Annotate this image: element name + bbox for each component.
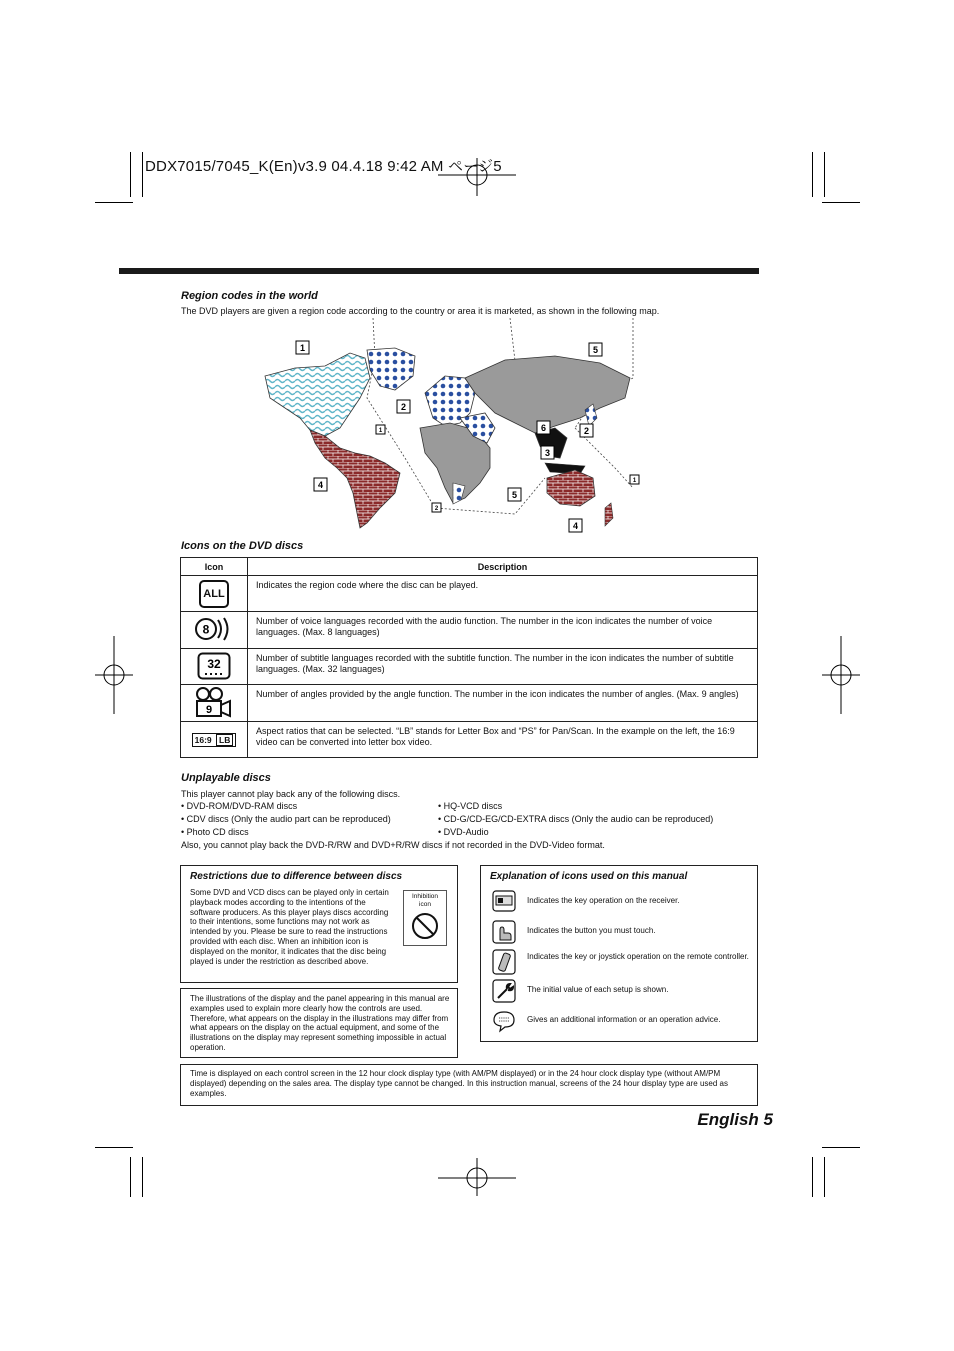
unplayable-also: Also, you cannot play back the DVD-R/RW and DVD+R/RW discs if not recorded in the DVD-Video format. [181, 840, 605, 850]
map-label: 5 [592, 345, 599, 355]
crop-mark [812, 152, 813, 197]
inhibition-icon [408, 911, 442, 941]
map-label: 2 [434, 506, 439, 512]
list-item: • CDV discs (Only the audio part can be reproduced) [181, 814, 391, 824]
list-item: • CD-G/CD-EG/CD-EXTRA discs (Only the audio can be reproduced) [438, 814, 714, 824]
region-map [255, 318, 650, 540]
crop-mark [142, 1157, 143, 1197]
col-desc-header: Description [248, 558, 758, 576]
crop-mark [130, 1157, 131, 1197]
angles-icon [194, 686, 234, 718]
top-rule [119, 268, 759, 274]
greenland [367, 348, 415, 390]
icon-desc: Number of voice languages recorded with the audio function. The number in the icon indicates the number of voice languages. (Max. 8 languages) [248, 612, 758, 649]
map-label: 1 [378, 428, 383, 434]
list-item: • Photo CD discs [181, 827, 249, 837]
new-zealand [605, 503, 613, 526]
crop-mark [824, 152, 825, 197]
crop-mark [142, 152, 143, 197]
page-number: English 5 [697, 1110, 773, 1129]
col-icon-header: Icon [181, 558, 248, 576]
map-label: 6 [540, 423, 547, 433]
explanation-item-text: Indicates the button you must touch. [527, 926, 656, 935]
explanation-item-text: Indicates the key operation on the receiver. [527, 896, 680, 905]
registration-mark [438, 1158, 516, 1196]
region-title: Region codes in the world [181, 290, 318, 302]
receiver-key-icon [492, 890, 516, 912]
map-label: 2 [583, 426, 590, 436]
time-note-box [180, 1064, 758, 1106]
crop-mark [822, 202, 860, 203]
table-row [181, 649, 758, 685]
list-item: • DVD-Audio [438, 827, 489, 837]
explanation-title: Explanation of icons used on this manual [490, 871, 688, 882]
crop-mark [95, 202, 133, 203]
voice-languages-icon [193, 616, 235, 642]
inhibition-label: Inhibition icon [411, 893, 439, 908]
restrictions-title: Restrictions due to difference between discs [190, 871, 403, 882]
explanation-item-text: Indicates the key or joystick operation on the remote controller. [527, 952, 749, 961]
explanation-item-text: Gives an additional information or an operation advice. [527, 1015, 721, 1024]
list-item: • HQ-VCD discs [438, 801, 503, 811]
remote-controller-icon [492, 949, 516, 975]
restrictions-box [180, 865, 458, 983]
north-america [265, 353, 370, 436]
advice-bubble-icon [492, 1009, 516, 1033]
map-label: 1 [632, 478, 637, 484]
illustrations-box [180, 988, 458, 1058]
svg-text:8: 8 [202, 622, 210, 637]
crop-mark [95, 1147, 133, 1148]
unplayable-intro: This player cannot play back any of the following discs. [181, 789, 401, 799]
registration-mark [95, 636, 133, 714]
registration-mark [822, 636, 860, 714]
time-note-text: Time is displayed on each control screen in the 12 hour clock display type (with AM/PM displayed) or in the 24 hour clock display type (without AM/PM displayed) depending on the sales area. The display type cannot be changed. In this instruction manual, screens of the 24 hour display type are used as examples. [190, 1069, 728, 1098]
subtitle-languages-icon [197, 652, 231, 680]
explanation-item-text: The initial value of each setup is shown. [527, 985, 669, 994]
icons-title: Icons on the DVD discs [181, 540, 304, 552]
unplayable-title: Unplayable discs [181, 772, 271, 784]
svg-text:9: 9 [205, 704, 213, 716]
wrench-icon [492, 979, 516, 1003]
australia [547, 470, 595, 506]
crop-mark [824, 1157, 825, 1197]
crop-mark [130, 152, 131, 197]
inhibition-callout [403, 890, 447, 946]
aspect-ratio-icon: 16:9 LB [192, 733, 237, 747]
restrictions-text: Some DVD and VCD discs can be played only in certain playback modes according to the intentions of the software producers. As this player plays discs according to their intentions, some functions may not work as intended by you. Please be sure to read the instructions provided with each disc. When an inhibition icon is displayed on the monitor, it indicates that the disc being played is under the restriction as described above. [190, 888, 389, 966]
map-label: 4 [317, 480, 324, 490]
map-label: 4 [572, 521, 579, 531]
crop-mark [822, 1147, 860, 1148]
table-row [181, 722, 758, 758]
region-text: The DVD players are given a region code according to the country or area it is marketed, as shown in the following map. [181, 306, 660, 316]
map-label: 3 [544, 448, 551, 458]
icon-desc: Indicates the region code where the disc can be played. [248, 576, 758, 612]
svg-text:32: 32 [207, 656, 221, 671]
table-row [181, 612, 758, 649]
list-item: • DVD-ROM/DVD-RAM discs [181, 801, 298, 811]
file-header: DDX7015/7045_K(En)v3.9 04.4.18 9:42 AM ページ5 [145, 158, 502, 175]
table-header [181, 558, 758, 576]
table-row [181, 685, 758, 722]
region-all-icon: ALL [199, 580, 229, 608]
icons-table [180, 557, 758, 758]
illustrations-text: The illustrations of the display and the panel appearing in this manual are examples used to explain more clearly how the controls are used. Therefore, what appears on the display in the illustrations may differ from what appears on the display on the actual equipment, and some of the illustrations on the display may represent something impossible in actual operation. [190, 994, 450, 1052]
icon-desc: Aspect ratios that can be selected. “LB” stands for Letter Box and “PS” for Pan/Scan. In the example on the left, the 16:9 video can be converted into letter box video. [248, 722, 758, 758]
explanation-box [480, 865, 758, 1042]
map-label: 2 [400, 402, 407, 412]
map-label: 5 [511, 490, 518, 500]
icon-desc: Number of subtitle languages recorded with the subtitle function. The number in the icon indicates the number of subtitle languages. (Max. 32 languages) [248, 649, 758, 685]
crop-mark [812, 1157, 813, 1197]
touch-button-icon [492, 920, 516, 944]
icon-desc: Number of angles provided by the angle function. The number in the icon indicates the number of angles. (Max. 9 angles) [248, 685, 758, 722]
map-label: 1 [299, 343, 306, 353]
table-row [181, 576, 758, 612]
